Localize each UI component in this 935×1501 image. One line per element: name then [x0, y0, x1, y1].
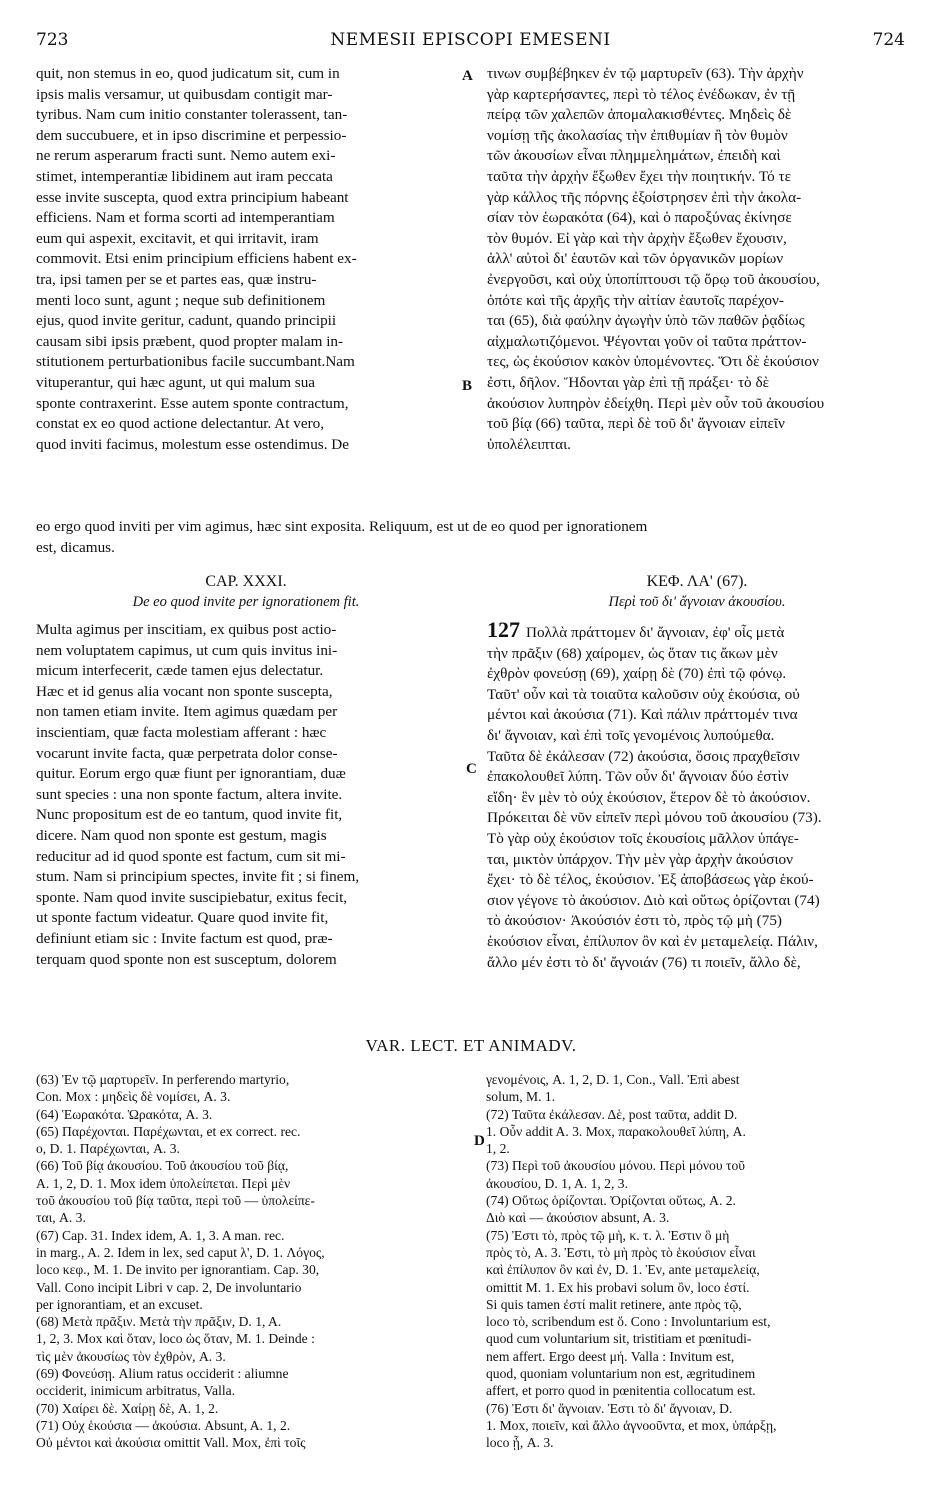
text-line: commovit. Etsi enim principium efficiens habent ex-: [36, 250, 357, 268]
note-line: loco τὸ, scribendum est ὅ. Cono : Involuntarium est,: [486, 1314, 771, 1330]
note-line: (63) Ἐν τῷ μαρτυρεῖν. In perferendo martyrio,: [36, 1072, 290, 1087]
text-line: ἐνεργοῦσι, καὶ οὐχ ὑποπίπτουσι τῷ ὅρῳ τοῦ ἀκουσίου,: [487, 270, 820, 288]
text-line: πείρᾳ τῶν χαλεπῶν ἀπομαλακισθέντες. Μηδεὶς δὲ: [487, 106, 792, 124]
text-line: ne rerum asperarum fracti sunt. Nemo autem exi-: [36, 147, 336, 165]
text-line: quit, non stemus in eo, quod judicatum sit, cum in: [36, 65, 340, 82]
full-width-line-1: eo ergo quod inviti per vim agimus, hæc sint exposita. Reliquum, est ut de eo quod per ignorationem: [36, 518, 648, 535]
text-line: non tamen etiam invite. Item agimus quædam per: [36, 703, 338, 721]
text-line: efficiens. Nam et forma scorti ad intemperantiam: [36, 209, 335, 227]
text-line: menti loco sunt, agunt ; neque sub definitionem: [36, 291, 326, 309]
note-line: quod cum voluntarium sit, tristitiam et pœnitudi-: [486, 1331, 752, 1347]
text-line: definiunt etiam sic : Invite factum est quod, præ-: [36, 929, 333, 947]
page-number-right: 724: [872, 30, 905, 50]
note-line: 1, 2.: [486, 1141, 510, 1157]
chapter-subtitle-latin: De eo quod invite per ignorationem fit.: [132, 594, 360, 610]
text-line: sunt species : una non sponte factum, altera invite.: [36, 785, 343, 803]
note-line: Si quis tamen ἐστί malit retinere, ante πρὸς τῷ,: [486, 1296, 742, 1312]
text-line: ut sponte factum videatur. Quare quod invite fit,: [36, 909, 329, 927]
note-line: omittit M. 1. Ex his probavi solum ὂν, loco ἐστί.: [486, 1279, 750, 1295]
text-line: Multa agimus per inscitiam, ex quibus post actio-: [36, 621, 337, 638]
text-line: ἀλλ' αὐτοὶ δι' ἑαυτῶν καὶ τῶν ὀργανικῶν μορίων: [487, 250, 784, 268]
note-line: nem affert. Ergo deest μή. Valla : Invitum est,: [486, 1348, 735, 1364]
text-line: Nunc propositum est de eo tantum, quod invite fit,: [36, 806, 343, 824]
note-line: per ignorantiam, et an excuset.: [36, 1296, 203, 1312]
note-line: γενομένοις, A. 1, 2, D. 1, Con., Vall. Ἐπὶ abest: [486, 1072, 740, 1087]
note-line: Con. Mox : μηδεὶς δὲ νομίσει, A. 3.: [36, 1089, 231, 1105]
text-line: τὸ ἀκούσιον· Ἀκούσιόν ἐστι τὸ, πρὸς τῷ μὴ (75): [487, 912, 782, 930]
text-line: ipsis malis versamur, ut quibusdam contigit mar-: [36, 85, 333, 103]
note-line: καὶ ἐπίλυπον ὂν καὶ ἐν, D. 1. Ἐν, ante μεταμελείᾳ,: [486, 1262, 760, 1278]
note-line: ἀκουσίου, D. 1, A. 1, 2, 3.: [486, 1175, 628, 1191]
text-line: ἐχθρὸν φονεύσῃ (69), χαίρῃ δὲ (70) ἐπὶ τῷ φόνῳ.: [487, 665, 787, 683]
text-line: νομίσῃ τῆς ἀκολασίας τὴν ἐπιθυμίαν ἢ τὸν θυμὸν: [487, 126, 788, 144]
note-line: o, D. 1. Παρέχωνται, A. 3.: [36, 1141, 180, 1157]
text-line: σιον γέγονε τὸ ἀκούσιον. Διὸ καὶ οὕτως ὁρίζονται (74): [487, 891, 820, 909]
text-line: inscientiam, quæ facta molestiam afferant : hæc: [36, 723, 327, 741]
chapter-title-latin: CAP. XXXI.: [205, 573, 287, 590]
note-line: 1. Mox, ποιεῖν, καὶ ἄλλο ἀγνοοῦντα, et mox, ὑπάρξῃ,: [486, 1417, 777, 1433]
text-line: γὰρ κάλλος τῆς πόρνης ἐξοίστρησεν ἐπὶ τὴν ἀκολα-: [487, 188, 802, 206]
text-line: μέντοι καὶ ἀκούσια (71). Καὶ πάλιν πράττομέν τινα: [487, 706, 798, 724]
notes-column-left: [36, 1071, 466, 1452]
text-line: ἄλλο μέν ἐστι τὸ δι' ἄγνοιάν (76) τι ποιεῖν, ἄλλο δὲ,: [487, 953, 801, 971]
note-line: (74) Οὕτως ὁρίζονται. Ὀρίζονται οὕτως, A. 2.: [486, 1193, 736, 1209]
text-line: stimet, intemperantiæ libidinem aut iram peccata: [36, 167, 333, 185]
text-line: τες, ὡς ἑκούσιον κακὸν ὑπομένοντες. Ὅτι δὲ ἑκούσιον: [487, 353, 819, 371]
text-line: σίαν τὸν ἑωρακότα (64), καὶ ὁ παροξύνας ἐκίνησε: [487, 209, 792, 227]
text-line: τινων συμβέβηκεν ἐν τῷ μαρτυρεῖν (63). Τὴν ἀρχὴν: [487, 65, 804, 82]
note-line: loco κεφ., M. 1. De invito per ignorantiam. Cap. 30,: [36, 1262, 320, 1278]
note-line: (67) Cap. 31. Index idem, A. 1, 3. A man. rec.: [36, 1227, 285, 1243]
text-line: γὰρ καρτερήσαντες, περὶ τὸ τέλος ἐνέδωκαν, ἐν τῇ: [487, 85, 796, 103]
note-line: quod, quoniam voluntarium non est, ægritudinem: [486, 1366, 756, 1382]
text-line: ἔχει· τὸ δὲ τέλος, ἑκούσιον. Ἐξ ἀποβάσεως γὰρ ἑκού-: [487, 871, 814, 889]
text-line: sponte. Nam quod invite suscipiebatur, exitus fecit,: [36, 888, 348, 906]
note-line: ται, A. 3.: [36, 1210, 86, 1226]
text-line: ἑκούσιον εἶναι, ἐπίλυπον ὂν καὶ ἐν μεταμελείᾳ. Πάλιν,: [487, 932, 818, 950]
text-line: quitur. Eorum ergo quæ fiunt per ignorantiam, duæ: [36, 765, 346, 783]
note-line: τὶς μὲν ἀκουσίως τὸν ἐχθρὸν, A. 3.: [36, 1348, 226, 1364]
running-title: NEMESII EPISCOPI EMESENI: [330, 30, 611, 50]
text-line: dem succubuere, et in ipso discrimine et perpessio-: [36, 126, 347, 144]
note-line: occiderit, inimicum arbitratus, Valla.: [36, 1383, 236, 1399]
note-line: (64) Ἑωρακότα. Ὡρακότα, A. 3.: [36, 1106, 213, 1122]
chapter-subtitle-greek: Περὶ τοῦ δι' ἄγνοιαν ἀκουσίου.: [608, 594, 786, 610]
note-line: Οὐ μέντοι καὶ ἀκούσια omittit Vall. Mox, ἐπὶ τοῖς: [36, 1435, 306, 1451]
text-line: [487, 620, 907, 644]
text-line: sponte contraxerint. Esse autem sponte contractum,: [36, 394, 349, 412]
text-line: constat ex eo quod actione delectantur. At vero,: [36, 415, 325, 433]
text-line: τῶν ἀκουσίων εἶναι πλημμελημάτων, ἐπειδὴ καὶ: [487, 147, 781, 165]
note-line: Vall. Cono incipit Libri v cap. 2, De involuntario: [36, 1279, 302, 1295]
notes-column-right: [486, 1071, 904, 1452]
note-line: (76) Ἐστι δι' ἄγνοιαν. Ἐστι τὸ δι' ἄγνοιαν, D.: [486, 1400, 733, 1416]
greek-column-chapter: [487, 620, 907, 973]
text-line: τοῦ βίᾳ (66) ταῦτα, περὶ δὲ τοῦ δι' ἄγνοιαν εἰπεῖν: [487, 415, 785, 433]
margin-letter-b: B: [462, 378, 473, 394]
latin-column-chapter: [36, 620, 456, 970]
margin-letter-a: A: [462, 68, 473, 84]
note-line: (70) Χαίρει δὲ. Χαίρῃ δὲ, A. 1, 2.: [36, 1400, 219, 1416]
text-line: Ταῦτ' οὖν καὶ τὰ τοιαῦτα καλοῦσιν οὐχ ἑκούσια, οὐ: [487, 685, 800, 703]
note-line: (69) Φονεύσῃ. Alium ratus occiderit : aliumne: [36, 1366, 289, 1382]
margin-letter-c: C: [466, 761, 477, 777]
text-line: quod inviti facimus, molestum esse ostendimus. De: [36, 435, 349, 453]
text-line: tra, ipsi tamen per se et partes eas, quæ instru-: [36, 270, 317, 288]
text-line: ταῦτα τὴν ἀρχὴν ἔξωθεν ἔχει τὴν ποιητικήν. Τό τε: [487, 167, 791, 185]
text-line: ὑπολέλειπται.: [487, 435, 571, 453]
text-line: stum. Nam si principium spectes, invite fit ; si finem,: [36, 868, 360, 886]
text-line: ἀκούσιον λυπηρὸν ἐδείχθη. Περὶ μὲν οὖν τοῦ ἀκουσίου: [487, 394, 825, 412]
chapter-heading-greek: [487, 571, 907, 612]
page-header: [36, 30, 905, 58]
note-line: 1. Οὖν addit A. 3. Mox, παρακολουθεῖ λύπη, A.: [486, 1123, 746, 1139]
note-line: (73) Περὶ τοῦ ἀκουσίου μόνου. Περὶ μόνου τοῦ: [486, 1158, 745, 1174]
margin-letter-d: D: [474, 1133, 485, 1149]
text-line: tyribus. Nam cum initio constanter tolerassent, tan-: [36, 106, 348, 124]
notes-heading: VAR. LECT. ET ANIMADV.: [365, 1036, 577, 1055]
text-line: ὁπότε καὶ τῆς ἀρχῆς τὴν αἰτίαν ἑαυτοῖς παρέχον-: [487, 291, 784, 309]
note-line: in marg., A. 2. Idem in lex, sed caput λ', D. 1. Λόγος,: [36, 1244, 325, 1260]
note-line: affert, et porro quod in pœnitentia collocatum est.: [486, 1383, 756, 1399]
text-line: ἐστι, δῆλον. Ἥδονται γὰρ ἐπὶ τῇ πράξει· τὸ δὲ: [487, 373, 769, 391]
text-line: stitutionem perturbationibus facile succumbant.Nam: [36, 353, 355, 371]
text-line: ται, μικτὸν ὑπάρχον. Τὴν μὲν γὰρ ἀρχὴν ἀκούσιον: [487, 850, 794, 868]
text-line: Ταῦτα δὲ ἐκάλεσαν (72) ἀκούσια, ὅσοις πραχθεῖσιν: [487, 747, 800, 765]
text-line: terquam quod sponte non est susceptum, dolorem: [36, 950, 337, 968]
latin-column-top: [36, 64, 452, 455]
note-line: πρὸς τὸ, A. 3. Ἐστι, τὸ μὴ πρὸς τὸ ἑκούσιον εἶναι: [486, 1244, 756, 1260]
text-line: vocarunt invite facta, quæ perpetrata dolor conse-: [36, 744, 338, 762]
text-line: causam sibi ipsis præbent, quod propter malam in-: [36, 332, 344, 350]
note-line: (65) Παρέχονται. Παρέχωνται, et ex correct. rec.: [36, 1123, 301, 1139]
text-line: ejus, quod invite geritur, cadunt, quando principii: [36, 312, 337, 330]
note-line: (66) Τοῦ βίᾳ ἀκουσίου. Τοῦ ἀκουσίου τοῦ βίᾳ,: [36, 1158, 289, 1174]
note-line: solum, M. 1.: [486, 1089, 556, 1105]
note-line: (71) Οὐχ ἑκούσια — ἀκούσια. Absunt, A. 1, 2.: [36, 1417, 291, 1433]
text-line: reducitur ad id quod sponte est factum, cum sit mi-: [36, 847, 346, 865]
text-line-text: Πολλὰ πράττομεν δι' ἄγνοιαν, ἐφ' οἷς μετὰ: [526, 624, 785, 641]
note-line: τοῦ ἀκουσίου τοῦ βίᾳ ταῦτα, περὶ τοῦ — ὑπολείπε-: [36, 1193, 315, 1209]
text-line: τὸν θυμόν. Εἰ γὰρ καὶ τὴν ἀρχὴν ἔξωθεν ἔχουσιν,: [487, 229, 787, 247]
text-line: ἐπακολουθεῖ λύπη. Τῶν οὖν δι' ἄγνοιαν δύο ἐστὶν: [487, 768, 789, 786]
page-number-left: 723: [36, 30, 69, 50]
text-line: αἰχμαλωτιζόμενοι. Ψέγονται γοῦν οἱ ταῦτα πράττον-: [487, 332, 807, 350]
text-line: nem voluptatem capimus, ut cum quis invitus ini-: [36, 641, 338, 659]
text-line: vituperantur, qui hæc agunt, ut qui malum sua: [36, 373, 316, 391]
chapter-title-greek: ΚΕΦ. ΛΑ' (67).: [646, 573, 748, 590]
note-line: (75) Ἐστι τὸ, πρὸς τῷ μὴ, κ. τ. λ. Ἐστιν ὃ μὴ: [486, 1227, 730, 1243]
note-line: (72) Ταῦτα ἐκάλεσαν. Δὲ, post ταῦτα, addit D.: [486, 1106, 738, 1122]
note-line: (68) Μετὰ πρᾶξιν. Μετὰ τὴν πρᾶξιν, D. 1, A.: [36, 1314, 282, 1330]
text-line: Τὸ γὰρ οὐχ ἑκούσιον τοῖς ἑκουσίοις μᾶλλον ὑπάγε-: [487, 829, 799, 847]
text-line: dicere. Nam quod non sponte est gestum, magis: [36, 826, 327, 844]
text-line: Πρόκειται δὲ νῦν εἰπεῖν περὶ μόνου τοῦ ἀκουσίου (73).: [487, 809, 822, 827]
full-width-line-2: est, dicamus.: [36, 539, 115, 556]
text-line: esse invite suscepta, quod extra principium habeant: [36, 188, 349, 206]
text-line: Hæc et id genus alia vocant non sponte suscepta,: [36, 682, 333, 700]
greek-column-top: [487, 64, 903, 455]
chapter-heading-latin: [36, 571, 456, 612]
note-line: loco ᾖ, A. 3.: [486, 1435, 554, 1451]
note-line: Διὸ καὶ — ἀκούσιον absunt, A. 3.: [486, 1210, 670, 1226]
text-line: eum qui aspexit, excitavit, et qui irritavit, iram: [36, 229, 319, 247]
note-line: A. 1, 2, D. 1. Mox idem ὑπολείπεται. Περὶ μὲν: [36, 1175, 291, 1191]
text-line: δι' ἄγνοιαν, καὶ ἐπὶ τοῖς γενομένοις λυπούμεθα.: [487, 726, 775, 744]
text-line: εἴδη· ἓν μὲν τὸ οὐχ ἑκούσιον, ἕτερον δὲ τὸ ἀκούσιον.: [487, 788, 811, 806]
section-number: 127: [487, 620, 520, 642]
text-line: micum interfecerit, cæde tamen ejus delectatur.: [36, 662, 324, 680]
text-line: ται (65), διὰ φαύλην ἀγωγὴν ὑπὸ τῶν παθῶν ῥᾳδίως: [487, 312, 805, 330]
note-line: 1, 2, 3. Mox καὶ ὅταν, loco ὡς ὅταν, M. 1. Deinde :: [36, 1331, 315, 1347]
text-line: τὴν πρᾶξιν (68) χαίρομεν, ὡς ὅταν τις ἄκων μὲν: [487, 644, 778, 662]
